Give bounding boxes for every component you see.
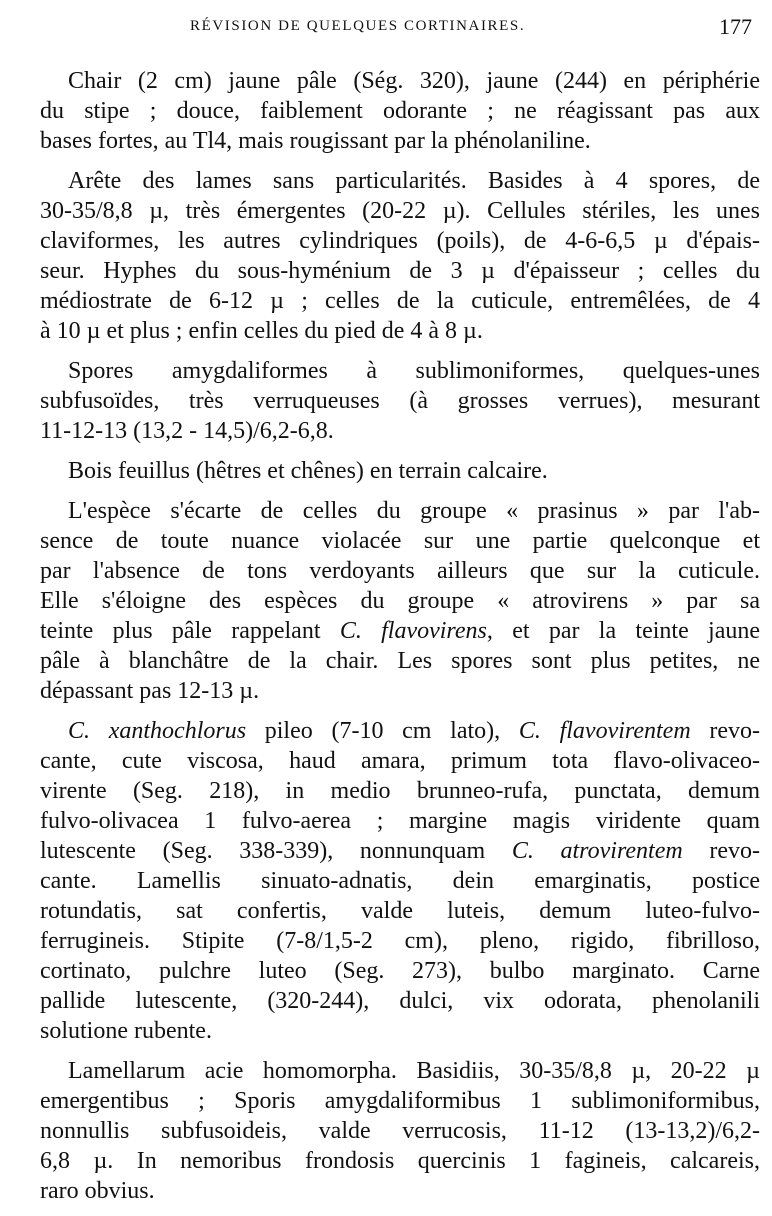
text-line: cante, cute viscosa, haud amara, primum tota flavo-olivaceo- [40,748,760,774]
text-line: Arête des lames sans particularités. Basides à 4 spores, de [68,168,760,194]
text-line: fulvo-olivacea 1 fulvo-aerea ; margine magis viridente quam [40,808,760,834]
text-line: Bois feuillus (hêtres et chênes) en terrain calcaire. [68,458,548,484]
paragraph-spores [12,356,760,446]
text-line: à 10 µ et plus ; enfin celles du pied de 4 à 8 µ. [40,318,483,344]
text-line: virente (Seg. 218), in medio brunneo-rufa, punctata, demum [40,778,760,804]
text-line: seur. Hyphes du sous-hyménium de 3 µ d'épaisseur ; celles du [40,258,760,284]
text-line: solutione rubente. [40,1018,212,1044]
text-line: du stipe ; douce, faiblement odorante ; ne réagissant pas aux [40,98,760,124]
text-line: cortinato, pulchre luteo (Seg. 273), bulbo marginato. Carne [40,958,760,984]
text-line: 11-12-13 (13,2 - 14,5)/6,2-6,8. [40,418,334,444]
text-line: teinte plus pâle rappelant C. flavovirens, et par la teinte jaune [40,618,760,644]
book-page [12,10,760,1216]
paragraph-flesh [12,66,760,156]
text-line: raro obvius. [40,1178,155,1204]
text-line: lutescente (Seg. 338-339), nonnunquam C. atrovirentem revo- [40,838,761,864]
text-line: 30-35/8,8 µ, très émergentes (20-22 µ). Cellules stériles, les unes [40,198,760,224]
text-line: claviformes, les autres cylindriques (poils), de 4-6-6,5 µ d'épais- [40,228,760,254]
paragraph-gills [12,166,760,346]
text-line: sence de toute nuance violacée sur une partie quelconque et [40,528,760,554]
body-text [12,66,760,1206]
text-line: Spores amygdaliformes à sublimoniformes, quelques-unes [68,358,760,384]
text-line: par l'absence de tons verdoyants ailleurs que sur la cuticule. [40,558,760,584]
paragraph-latin-microscopy [12,1056,760,1206]
text-line: médiostrate de 6-12 µ ; celles de la cuticule, entremêlées, de 4 [40,288,760,314]
text-line: ferrugineis. Stipite (7-8/1,5-2 cm), pleno, rigido, fibrilloso, [40,928,760,954]
text-line: bases fortes, au Tl4, mais rougissant par la phénolaniline. [40,128,591,154]
text-line: C. xanthochlorus pileo (7-10 cm lato), C. flavovirentem revo- [68,718,761,744]
paragraph-latin-diagnosis [12,716,760,1046]
page-number: 177 [719,14,752,39]
page-header [12,10,760,40]
text-line: cante. Lamellis sinuato-adnatis, dein emarginatis, postice [40,868,760,894]
text-line: 6,8 µ. In nemoribus frondosis quercinis 1 fagineis, calcareis, [40,1148,760,1174]
paragraph-habitat [12,456,760,486]
text-line: emergentibus ; Sporis amygdaliformibus 1 sublimoniformibus, [40,1088,760,1114]
text-line: Chair (2 cm) jaune pâle (Ség. 320), jaune (244) en périphérie [68,68,760,94]
text-line: nonnullis subfusoideis, valde verrucosis, 11-12 (13-13,2)/6,2- [40,1118,760,1144]
paragraph-comparison [12,496,760,706]
text-line: Elle s'éloigne des espèces du groupe « atrovirens » par sa [40,588,760,614]
text-line: subfusoïdes, très verruqueuses (à grosses verrues), mesurant [40,388,760,414]
text-line: dépassant pas 12-13 µ. [40,678,260,704]
text-line: pallide lutescente, (320-244), dulci, vix odorata, phenolanili [40,988,760,1014]
running-title: RÉVISION DE QUELQUES CORTINAIRES. [190,18,526,34]
text-line: rotundatis, sat confertis, valde luteis, demum luteo-fulvo- [40,898,760,924]
text-line: pâle à blanchâtre de la chair. Les spores sont plus petites, ne [40,648,760,674]
text-line: L'espèce s'écarte de celles du groupe « prasinus » par l'ab- [68,498,760,524]
text-line: Lamellarum acie homomorpha. Basidiis, 30-35/8,8 µ, 20-22 µ [68,1058,760,1084]
